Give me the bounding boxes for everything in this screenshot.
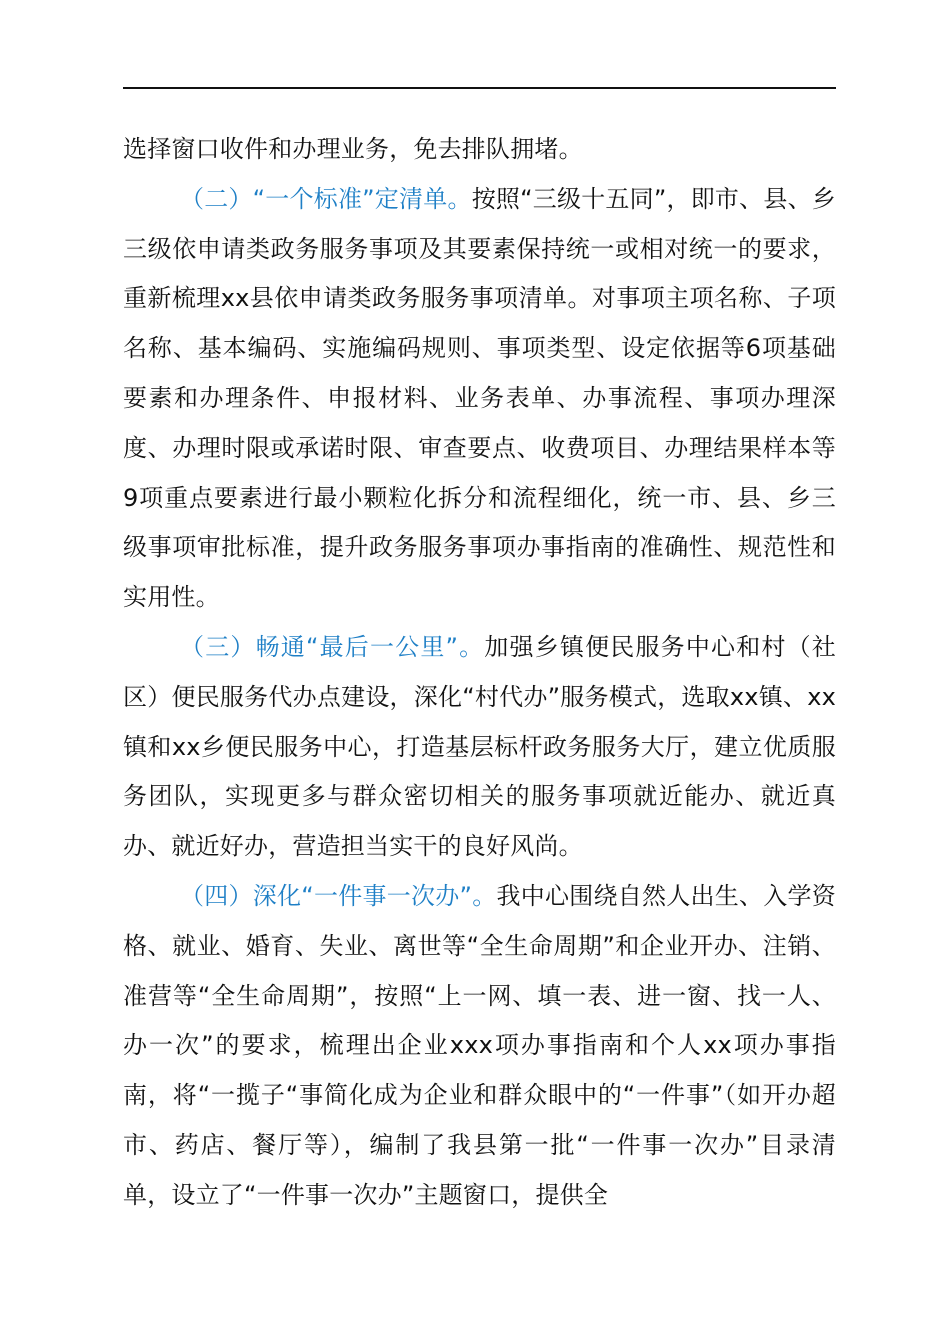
paragraph-text: 加强乡镇便民服务中心和村（社区）便民服务代办点建设，深化“村代办”服务模式，选取xx镇、xx镇和xx乡便民服务中心，打造基层标杆政务服务大厅，建立优质服务团队，实现更多与群众密切相关的服务事项就近能办、就近真办、就近好办，营造担当实干的良好风尚。 bbox=[123, 632, 836, 861]
paragraph-section-2 bbox=[123, 175, 836, 623]
section-heading: （四）深化“一件事一次办”。 bbox=[180, 881, 497, 910]
paragraph-text: 选择窗口收件和办理业务，免去排队拥堵。 bbox=[123, 135, 583, 163]
paragraph-section-3 bbox=[123, 623, 836, 872]
section-heading: （三）畅通“最后一公里”。 bbox=[180, 632, 485, 661]
paragraph-continuation bbox=[123, 125, 836, 175]
section-heading: （二）“一个标准”定清单。 bbox=[180, 184, 472, 213]
body-text bbox=[123, 125, 836, 1221]
paragraph-text: 我中心围绕自然人出生、入学资格、就业、婚育、失业、离世等“全生命周期”和企业开办、注销、准营等“全生命周期”，按照“上一网、填一表、进一窗、找一人、办一次”的要求，梳理出企业xxx项办事指南和个人xx项办事指南，将“一揽子“事简化成为企业和群众眼中的“一件事”（如开办超市、药店、餐厅等），编制了我县第一批“一件事一次办”目录清单，设立了“一件事一次办”主题窗口，提供全 bbox=[123, 881, 836, 1209]
paragraph-text: 按照“三级十五同”，即市、县、乡三级依申请类政务服务事项及其要素保持统一或相对统一的要求，重新梳理xx县依申请类政务服务事项清单。对事项主项名称、子项名称、基本编码、实施编码规则、事项类型、设定依据等6项基础要素和办理条件、申报材料、业务表单、办事流程、事项办理深度、办理时限或承诺时限、审查要点、收费项目、办理结果样本等9项重点要素进行最小颗粒化拆分和流程细化，统一市、县、乡三级事项审批标准，提升政务服务事项办事指南的准确性、规范性和实用性。 bbox=[123, 184, 836, 612]
header-divider bbox=[123, 87, 836, 89]
paragraph-section-4 bbox=[123, 872, 836, 1221]
